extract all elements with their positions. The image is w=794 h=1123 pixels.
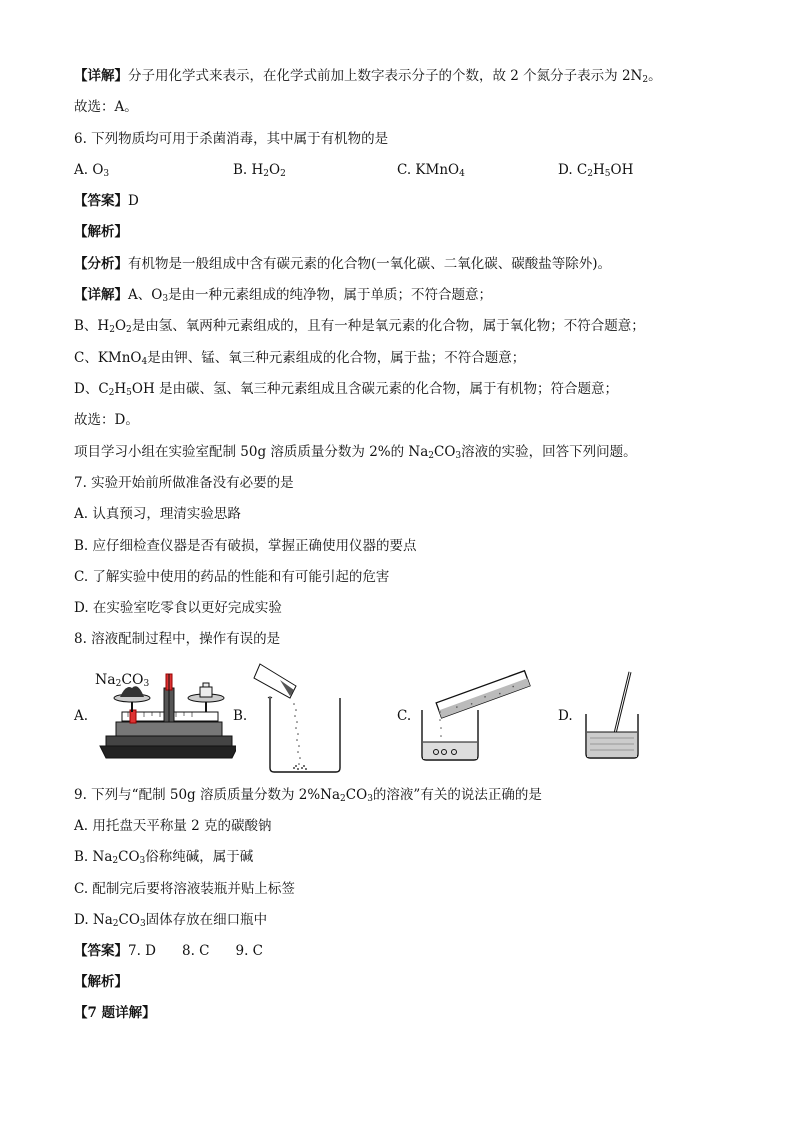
- q6-detail-b: B、$H_2O_2$是由氢、氧两种元素组成的，且有一种是氧元素的化合物，属于氧化物；不符合题意；: [74, 318, 645, 335]
- q6-option-c: C. KMnO$_4$: [397, 162, 465, 179]
- q9-option-c: C. 配制完后要将溶液装瓶并贴上标签: [74, 881, 295, 897]
- figure-c-label: C.: [397, 708, 412, 724]
- q6-option-a: A. $O_3$: [74, 162, 110, 179]
- q6-option-d: D. $C_2H_5OH$: [558, 162, 634, 179]
- q6-option-b: B. $H_2O_2$: [233, 162, 286, 179]
- figure-b-label: B.: [233, 708, 248, 724]
- q6-analysis-heading: 【解析】: [74, 224, 128, 240]
- q6-analysis: 【分析】有机物是一般组成中含有碳元素的化合物(一氧化碳、二氧化碳、碳酸盐等除外)。: [74, 256, 612, 272]
- beaker-pouring-powder-illustration: [250, 658, 350, 774]
- q7-option-b: B. 应仔细检查仪器是否有破损，掌握正确使用仪器的要点: [74, 538, 417, 554]
- q6-detail-d: D、$C_2H_5OH$ 是由碳、氢、氧三种元素组成且含碳元素的化合物，属于有机物；符合题意；: [74, 381, 619, 398]
- question-9: 9. 下列与“配制 50g 溶质质量分数为 $2\%Na_2CO_3$的溶液”有关的说法正确的是: [74, 787, 542, 804]
- question-8: 8. 溶液配制过程中，操作有误的是: [74, 631, 281, 647]
- question-7: 7. 实验开始前所做准备没有必要的是: [74, 475, 294, 491]
- answer-choice-line: 故选：A。: [74, 99, 138, 115]
- q9-option-d: D. $Na_2CO_3$固体存放在细口瓶中: [74, 912, 268, 929]
- q6-detail-c: C、KMnO$_4$是由钾、锰、氧三种元素组成的化合物，属于盐；不符合题意；: [74, 350, 526, 367]
- cylinder-pouring-illustration: [414, 664, 534, 764]
- explanation-line: 【详解】分子用化学式来表示，在化学式前加上数字表示分子的个数，故 2 个氮分子表示为 $2N_2$。: [74, 68, 662, 85]
- q7-option-c: C. 了解实验中使用的药品的性能和有可能引起的危害: [74, 569, 390, 585]
- q6-detail-a: 【详解】A、$O_3$是由一种元素组成的纯净物，属于单质；不符合题意；: [74, 287, 493, 304]
- q6-answer: 【答案】D: [74, 193, 139, 209]
- figure-a-label: A.: [74, 708, 89, 724]
- q9-option-a: A. 用托盘天平称量 2 克的碳酸钠: [74, 818, 272, 834]
- beaker-stirring-illustration: [578, 668, 648, 764]
- q7-9-analysis-heading: 【解析】: [74, 974, 128, 990]
- figure-a-chemical-label: $Na_2CO_3$: [95, 672, 150, 689]
- q7-option-a: A. 认真预习，理清实验思路: [74, 506, 241, 522]
- question-6: 6. 下列物质均可用于杀菌消毒，其中属于有机物的是: [74, 131, 389, 147]
- q7-9-answers: 【答案】7. D 8. C 9. C: [74, 943, 264, 959]
- balance-illustration: [96, 670, 236, 764]
- q7-option-d: D. 在实验室吃零食以更好完成实验: [74, 600, 282, 616]
- q6-conclusion: 故选：D。: [74, 412, 139, 428]
- q7-detail-heading: 【7 题详解】: [74, 1005, 156, 1021]
- project-intro: 项目学习小组在实验室配制 50g 溶质质量分数为 2%的 $Na_2CO_3$溶液的实验，回答下列问题。: [74, 444, 637, 461]
- q9-option-b: B. $Na_2CO_3$俗称纯碱，属于碱: [74, 849, 254, 866]
- figure-d-label: D.: [558, 708, 573, 724]
